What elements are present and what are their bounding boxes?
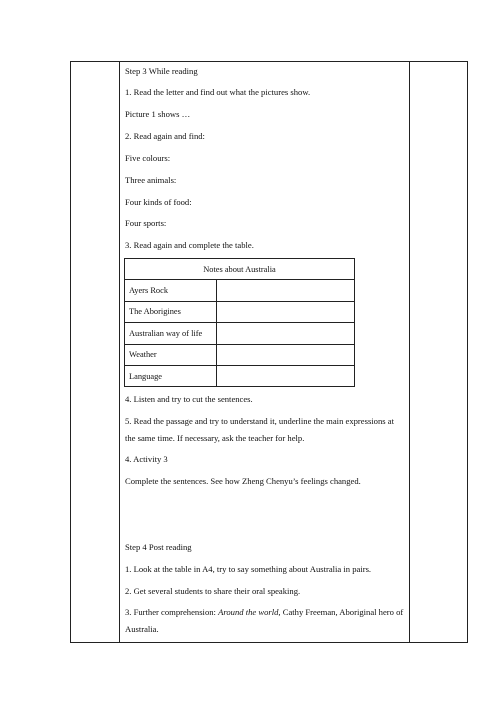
notes-row-label: Ayers Rock [125,280,217,301]
colours-prompt: Five colours: [125,153,171,163]
item3-suffix: , Cathy Freeman, Aboriginal hero of Australia. [125,607,404,634]
notes-row-label: The Aborigines [125,301,217,322]
notes-answer-cell [217,365,355,386]
step4-item2: 2. Get several students to share their oral speaking. [125,586,301,596]
complete-sentences-text: Complete the sentences. See how Zheng Chenyu’s feelings changed. [125,476,361,486]
step3-item2: 2. Read again and find: [125,131,205,141]
item3-title: Around the world [218,607,279,617]
step3-item3: 3. Read again and complete the table. [125,240,254,250]
column-divider-left [119,62,120,642]
notes-row-label: Australian way of life [125,323,217,344]
notes-table-title: Notes about Australia [125,259,355,280]
notes-answer-cell [217,344,355,365]
step4-item3 [125,604,405,638]
step3-item1: 1. Read the letter and find out what the pictures show. [125,87,311,97]
listen-item: 4. Listen and try to cut the sentences. [125,394,253,404]
item3-prefix: 3. Further comprehension: [125,607,219,617]
step3-heading: Step 3 While reading [125,66,198,76]
sports-prompt: Four sports: [125,218,167,228]
step4-item1: 1. Look at the table in A4, try to say something about Australia in pairs. [125,564,372,574]
notes-answer-cell [217,323,355,344]
food-prompt: Four kinds of food: [125,197,192,207]
notes-row-label: Language [125,365,217,386]
step4-heading: Step 4 Post reading [125,542,192,552]
notes-answer-cell [217,301,355,322]
notes-table [124,258,355,387]
notes-answer-cell [217,280,355,301]
animals-prompt: Three animals: [125,175,177,185]
notes-row-label: Weather [125,344,217,365]
picture1-text: Picture 1 shows … [125,109,191,119]
column-divider-right [409,62,410,642]
read-passage-item: 5. Read the passage and try to understand it, underline the main expressions at the same time. If necessary, ask the teacher for help. [125,416,394,443]
activity-heading: 4. Activity 3 [125,454,168,464]
